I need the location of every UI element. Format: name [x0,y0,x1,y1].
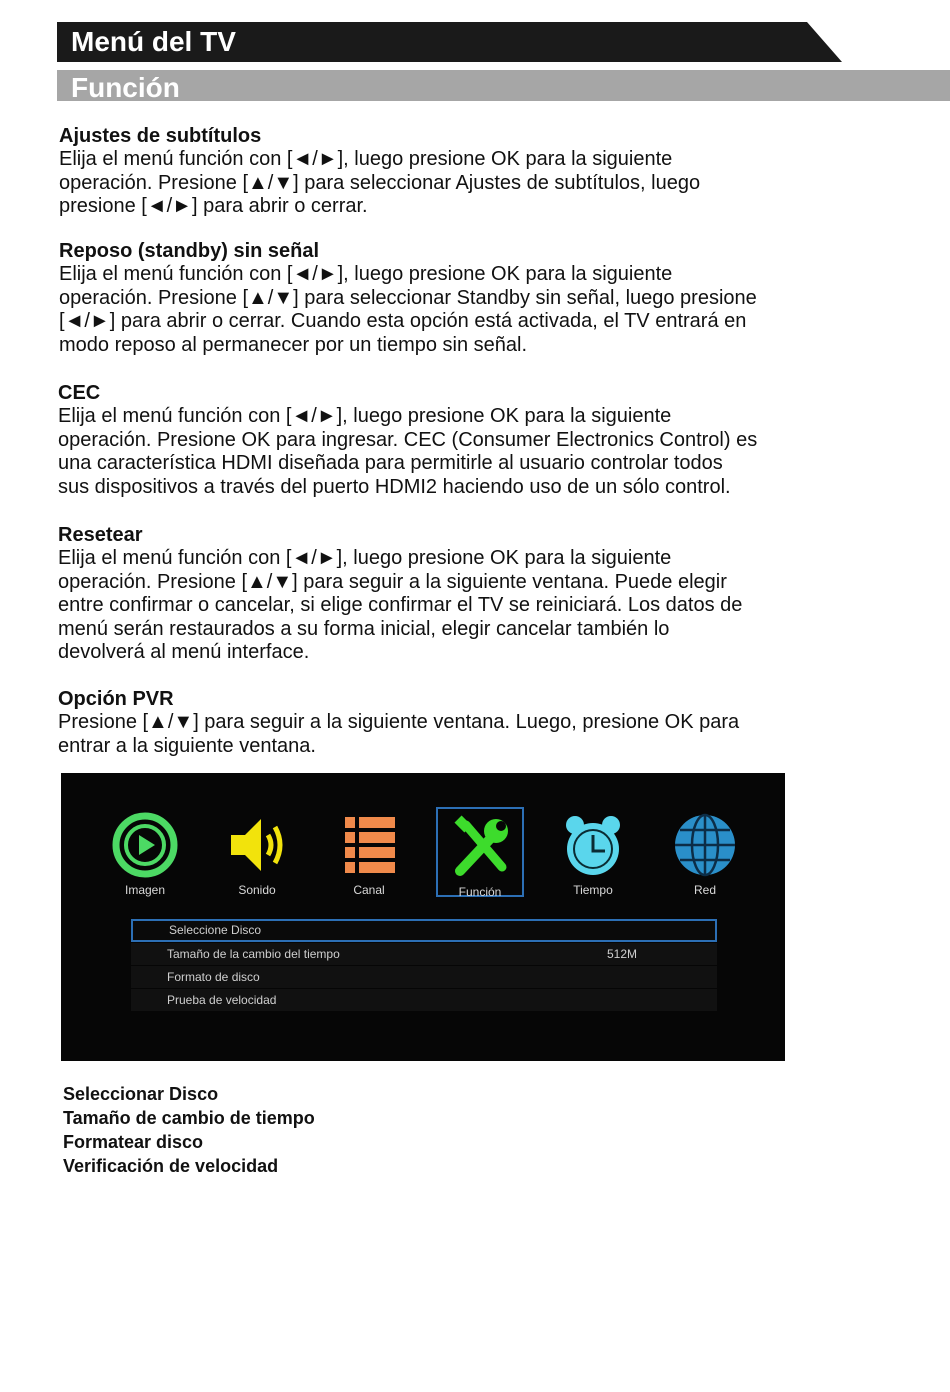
page-title: Menú del TV [71,26,236,57]
section-cec [58,382,858,499]
menu-icon-red[interactable] [661,807,749,897]
section-line: entrar a la siguiente ventana. [58,734,316,757]
play-icon [109,811,181,879]
section-line: devolverá al menú interface. [58,641,310,664]
row-label: Prueba de velocidad [167,993,277,1007]
section-line: operación. Presione OK para ingresar. CEC (Consumer Electronics Control) es [58,428,758,451]
row-label: Formato de disco [167,970,260,984]
list-icon [333,811,405,879]
row-value: 512M [607,947,638,961]
section-line: Presione [▲/▼] para seguir a la siguiente ventana. Luego, presione OK para [58,711,740,734]
list-item: Formatear disco [63,1132,204,1152]
section-pvr [58,688,858,758]
section-line: operación. Presione [▲/▼] para seguir a la siguiente ventana. Puede elegir [58,570,727,593]
menu-icon-label: Función [458,885,502,899]
list-item: Seleccionar Disco [63,1084,219,1104]
section-line: operación. Presione [▲/▼] para seleccionar Ajustes de subtítulos, luego [59,171,701,194]
menu-icon-canal[interactable] [325,807,413,897]
section-line: entre confirmar o cancelar, si elige confirmar el TV se reiniciará. Los datos de [58,594,743,617]
menu-icon-label: Red [693,883,716,897]
section-line: menú serán restaurados a su forma inicial, elegir cancelar también lo [58,617,670,640]
row-label: Tamaño de la cambio del tiempo [167,947,340,961]
menu-icon-label: Imagen [124,883,166,897]
list-item: Verificación de velocidad [63,1156,279,1176]
tv-menu-row[interactable] [131,943,717,965]
menu-icon-sonido[interactable] [213,807,301,897]
speaker-icon [221,811,293,879]
menu-icon-label: Tiempo [573,883,613,897]
section-line: Elija el menú función con [◄/►], luego presione OK para la siguiente [58,547,672,570]
section-line: sus dispositivos a través del puerto HDMI2 haciendo uso de un sólo control. [58,475,731,498]
clock-icon [557,811,629,879]
menu-icon-funcion[interactable] [436,807,524,897]
section-standby [59,240,859,357]
section-line: operación. Presione [▲/▼] para seleccionar Standby sin señal, luego presione [59,286,757,309]
section-line: presione [◄/►] para abrir o cerrar. [59,195,368,218]
tools-icon [446,813,518,881]
section-subtitles [59,125,859,219]
menu-icon-imagen[interactable] [101,807,189,897]
options-list [63,1082,315,1178]
menu-icon-tiempo[interactable] [549,807,637,897]
row-label: Seleccione Disco [169,923,262,937]
section-heading: Ajustes de subtítulos [59,125,262,147]
tv-menu-row[interactable] [131,989,717,1011]
section-line: Elija el menú función con [◄/►], luego presione OK para la siguiente [58,405,672,428]
section-heading: CEC [58,382,101,404]
section-line: Elija el menú función con [◄/►], luego presione OK para la siguiente [59,263,673,286]
section-reset [58,524,858,664]
tv-menu-screenshot [61,773,785,1061]
globe-icon [669,811,741,879]
list-item: Tamaño de cambio de tiempo [63,1108,315,1128]
tv-menu-options [131,919,717,1012]
tv-menu-row[interactable] [131,919,717,942]
section-bar [57,70,950,101]
section-heading: Resetear [58,524,143,546]
section-line: Elija el menú función con [◄/►], luego presione OK para la siguiente [59,148,673,171]
section-line: [◄/►] para abrir o cerrar. Cuando esta opción está activada, el TV entrará en [59,310,747,333]
menu-icon-label: Sonido [238,883,276,897]
section-heading: Opción PVR [58,688,174,710]
section-line: modo reposo al permanecer por un tiempo sin señal. [59,333,528,356]
tv-menu-row[interactable] [131,966,717,988]
section-line: una característica HDMI diseñada para permitirle al usuario controlar todos [58,452,723,475]
section-title: Función [71,72,180,103]
menu-icon-label: Canal [353,883,385,897]
section-heading: Reposo (standby) sin señal [59,240,320,262]
